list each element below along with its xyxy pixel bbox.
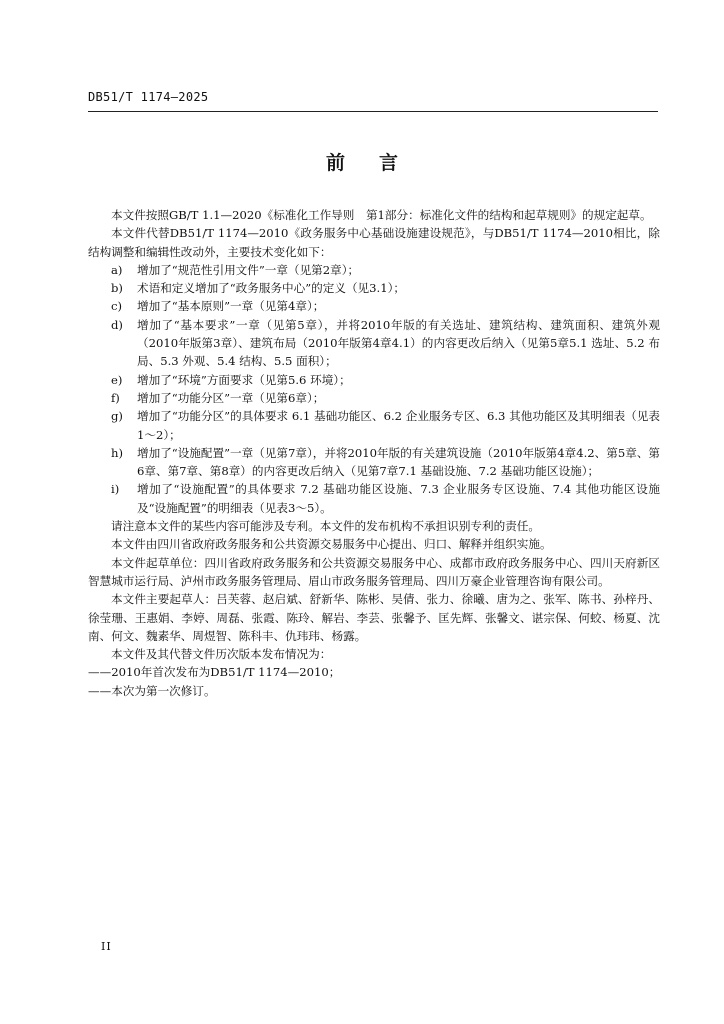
list-item [88,407,660,444]
list-item [88,297,660,315]
list-item [88,480,660,517]
paragraph-proposer: 本文件由四川省政府政务服务和公共资源交易服务中心提出、归口、解释并组织实施。 [111,537,552,552]
list-item-label: c) [111,299,123,314]
history-item: ——本次为第一次修订。 [88,683,216,698]
list-item-label: b) [111,281,123,296]
paragraph-drafting-basis: 本文件按照GB/T 1.1—2020《标准化工作导则 第1部分：标准化文件的结构和起草规则》的规定起草。 [111,208,652,222]
list-item [88,371,660,389]
change-list [88,261,660,517]
list-item-text: 术语和定义增加了“政务服务中心”的定义（见3.1）； [137,281,405,296]
list-item-label: f) [111,390,120,405]
list-item-text: 增加了“功能分区”的具体要求 6.1 基础功能区、6.2 企业服务专区、6.3 其他功能区及其明细表（见表1～2）； [137,409,660,442]
paragraph-drafting-units: 本文件起草单位：四川省政府政务服务和公共资源交易服务中心、成都市政府政务服务中心、四川天府新区智慧城市运行局、泸州市政务服务管理局、眉山市政务服务管理局、四川万豪企业管理咨询有限公司。 [88,555,660,588]
standard-code: DB51/T 1174—2025 [88,90,209,104]
paragraph-drafters: 本文件主要起草人：吕芙蓉、赵启斌、舒新华、陈彬、吴倩、张力、徐曦、唐为之、张军、陈书、孙梓丹、徐莹珊、王惠娟、李婷、周磊、张霞、陈玲、解岩、李芸、张馨予、匡先辉、张馨文、谌宗保、何蛟、杨夏、沈南、何文、魏素华、周煜智、陈科丰、仇玮玮、杨露。 [88,592,660,643]
history-item: ——2010年首次发布为DB51/T 1174—2010； [88,665,341,680]
list-item [88,316,660,371]
list-item-text: 增加了“设施配置”的具体要求 7.2 基础功能区设施、7.3 企业服务专区设施、7.4 其他功能区设施及“设施配置”的明细表（见表3～5）。 [137,482,660,515]
list-item [88,444,660,481]
list-item-text: 增加了“规范性引用文件”一章（见第2章）； [137,262,360,277]
list-item [88,261,660,279]
list-item-text: 增加了“基本要求”一章（见第5章），并将2010年版的有关选址、建筑结构、建筑面积、建筑外观（2010年版第3章）、建筑布局（2010年版第4章4.1）的内容更改后纳入（见第5章5.1 选址、5.2 布局、5.3 外观、5.4 结构、5.5 面积）； [137,317,660,369]
header-divider [88,111,658,112]
page-title: 前言 [325,152,432,174]
list-item-label: e) [111,372,123,387]
list-item-text: 增加了“功能分区”一章（见第6章）； [137,390,325,405]
list-item [88,279,660,297]
list-item-label: d) [111,317,123,332]
list-item-text: 增加了“设施配置”一章（见第7章），并将2010年版的有关建筑设施（2010年版第4章4.2、第5章、第6章、第7章、第8章）的内容更改后纳入（见第7章7.1 基础设施、7.2 基础功能区设施）； [137,445,661,479]
list-item-label: i) [111,482,120,497]
list-item-label: a) [111,262,123,277]
page-number: II [101,940,112,953]
list-item-label: h) [111,445,123,460]
paragraph-replacement: 本文件代替DB51/T 1174—2010《政务服务中心基础设施建设规范》，与DB51/T 1174—2010相比，除结构调整和编辑性改动外，主要技术变化如下： [88,226,660,259]
list-item-label: g) [111,409,123,424]
document-body [88,206,660,700]
list-item-text: 增加了“环境”方面要求（见第5.6 环境）； [137,372,351,387]
paragraph-history-intro: 本文件及其代替文件历次版本发布情况为： [111,647,332,662]
list-item [88,389,660,407]
list-item-text: 增加了“基本原则”一章（见第4章）； [137,299,325,314]
paragraph-patent-notice: 请注意本文件的某些内容可能涉及专利。本文件的发布机构不承担识别专利的责任。 [111,519,540,534]
